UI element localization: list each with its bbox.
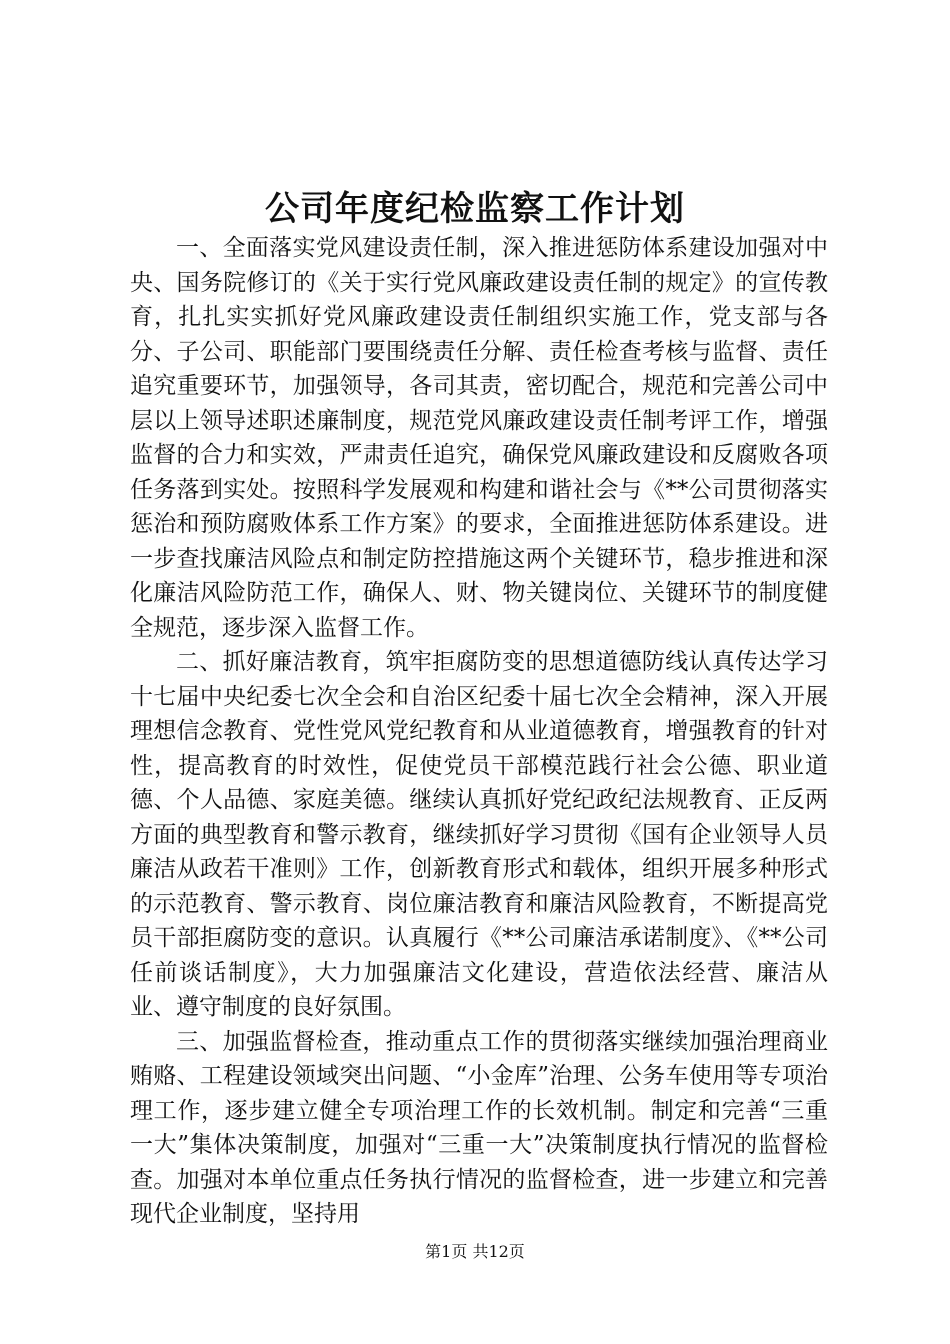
paragraph-3: 三、加强监督检查，推动重点工作的贯彻落实继续加强治理商业贿赂、工程建设领域突出问题、“小金库”治理、公务车使用等专项治理工作，逐步建立健全专项治理工作的长效机制。制定和完善“三重一大”集体决策制度，加强对“三重一大”决策制度执行情况的监督检查。加强对本单位重点任务执行情况的监督检查，进一步建立和完善现代企业制度，坚持用	[130, 1028, 828, 1227]
paragraph-2: 二、抓好廉洁教育，筑牢拒腐防变的思想道德防线认真传达学习十七届中央纪委七次全会和自治区纪委十届七次全会精神，深入开展理想信念教育、党性党风党纪教育和从业道德教育，增强教育的针对性，提高教育的时效性，促使党员干部模范践行社会公德、职业道德、个人品德、家庭美德。继续认真抓好党纪政纪法规教育、正反两方面的典型教育和警示教育，继续抓好学习贯彻《国有企业领导人员廉洁从政若干准则》工作，创新教育形式和载体，组织开展多种形式的示范教育、警示教育、岗位廉洁教育和廉洁风险教育，不断提高党员干部拒腐防变的意识。认真履行《**公司廉洁承诺制度》、《**公司任前谈话制度》，大力加强廉洁文化建设，营造依法经营、廉洁从业、遵守制度的良好氛围。	[130, 649, 828, 1020]
page-footer: 第1页 共12页	[425, 1242, 525, 1261]
document-title: 公司年度纪检监察工作计划	[265, 189, 685, 229]
paragraph-1: 一、全面落实党风建设责任制，深入推进惩防体系建设加强对中央、国务院修订的《关于实行党风廉政建设责任制的规定》的宣传教育，扎扎实实抓好党风廉政建设责任制组织实施工作，党支部与各分、子公司、职能部门要围绕责任分解、责任检查考核与监督、责任追究重要环节，加强领导，各司其责，密切配合，规范和完善公司中层以上领导述职述廉制度，规范党风廉政建设责任制考评工作，增强监督的合力和实效，严肃责任追究，确保党风廉政建设和反腐败各项任务落到实处。按照科学发展观和构建和谐社会与《**公司贯彻落实惩治和预防腐败体系工作方案》的要求，全面推进惩防体系建设。进一步查找廉洁风险点和制定防控措施这两个关键环节，稳步推进和深化廉洁风险防范工作，确保人、财、物关键岗位、关键环节的制度健全规范，逐步深入监督工作。	[130, 235, 828, 641]
document-body	[130, 231, 828, 1232]
